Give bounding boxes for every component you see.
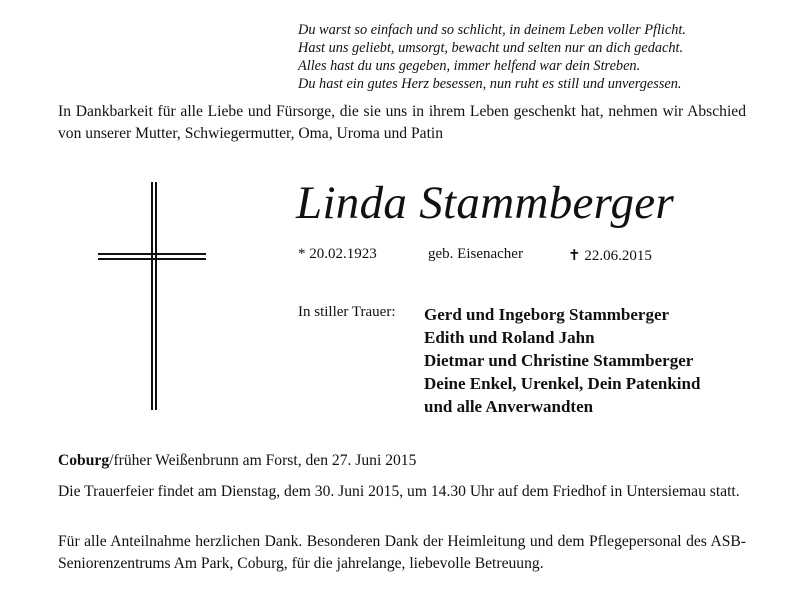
birth-date: * 20.02.1923 <box>298 246 377 262</box>
intro-text: In Dankbarkeit für alle Liebe und Fürsorge, die sie uns in ihrem Leben geschenkt hat, nehmen wir Abschied von unserer Mutter, Schwiegermutter, Oma, Uroma und Patin <box>58 103 746 142</box>
mourners-list <box>424 303 700 418</box>
deceased-name: Linda Stammberger <box>296 177 675 229</box>
place-rest: /früher Weißenbrunn am Forst, den 27. Juni 2015 <box>109 452 417 469</box>
poem-line: Du hast ein gutes Herz besessen, nun ruht es still und unvergessen. <box>298 76 682 92</box>
poem-line: Hast uns geliebt, umsorgt, bewacht und selten nur an dich gedacht. <box>298 40 684 56</box>
maiden-name: geb. Eisenacher <box>428 246 523 262</box>
funeral-info: Die Trauerfeier findet am Dienstag, dem 30. Juni 2015, um 14.30 Uhr auf dem Friedhof in Untersiemau statt. <box>58 483 740 500</box>
poem <box>298 21 686 93</box>
mourner: Dietmar und Christine Stammberger <box>424 351 694 370</box>
mourner: Edith und Roland Jahn <box>424 328 595 347</box>
place-date <box>58 452 416 470</box>
thanks-text: Für alle Anteilnahme herzlichen Dank. Besonderen Dank der Heimleitung und dem Pflegepersonal des ASB-Seniorenzentrums Am Park, Coburg, für die jahrelange, liebevolle Betreuung. <box>58 533 746 572</box>
death-date: ✝ 22.06.2015 <box>568 248 652 264</box>
place-city: Coburg <box>58 452 110 469</box>
poem-line: Du warst so einfach und so schlicht, in deinem Leben voller Pflicht. <box>298 22 686 38</box>
mourner: Gerd und Ingeborg Stammberger <box>424 305 670 324</box>
mourner: und alle Anverwandten <box>424 397 594 416</box>
mourners-label: In stiller Trauer: <box>298 304 396 320</box>
mourner: Deine Enkel, Urenkel, Dein Patenkind <box>424 374 701 393</box>
poem-line: Alles hast du uns gegeben, immer helfend war dein Streben. <box>298 58 641 74</box>
